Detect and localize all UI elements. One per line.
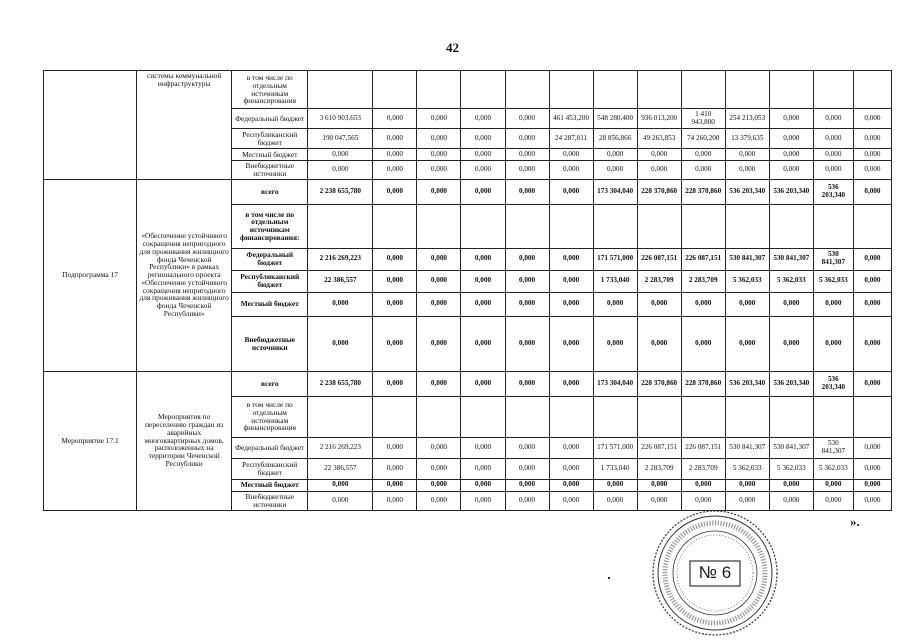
amount-cell: 0,000 [769,109,813,129]
amount-cell: 0,000 [373,316,417,371]
amount-cell: 2 216 269,223 [308,248,373,270]
amount-cell: 0,000 [308,316,373,371]
amount-cell: 0,000 [308,491,373,510]
amount-cell: 0,000 [853,316,891,371]
funding-source-cell: всего [232,179,308,204]
amount-cell: 1 410 943,800 [681,109,725,129]
amount-cell: 0,000 [681,479,725,491]
amount-cell: 0,000 [417,248,461,270]
amount-cell: 536 203,340 [813,371,853,396]
funding-source-cell: Федеральный бюджет [232,437,308,458]
amount-cell: 0,000 [308,479,373,491]
program-name-cell: Подпрограмма 17 [44,179,137,371]
amount-cell: 0,000 [505,109,549,129]
amount-cell: 5 362,033 [769,458,813,479]
amount-cell [373,204,417,248]
amount-cell: 0,000 [461,248,505,270]
amount-cell: 0,000 [637,491,681,510]
amount-cell [308,71,373,109]
amount-cell: 0,000 [373,491,417,510]
amount-cell: 0,000 [373,292,417,316]
amount-cell: 0,000 [637,161,681,180]
page-number: 42 [446,40,459,55]
amount-cell: 0,000 [417,371,461,396]
amount-cell: 0,000 [417,316,461,371]
amount-cell: 0,000 [417,437,461,458]
amount-cell: 2 238 655,780 [308,371,373,396]
amount-cell: 0,000 [461,109,505,129]
funding-source-cell: всего [232,371,308,396]
amount-cell [769,396,813,437]
amount-cell: 0,000 [681,161,725,180]
funding-source-cell: Местный бюджет [232,479,308,491]
amount-cell: 0,000 [505,479,549,491]
amount-cell: 0,000 [593,491,637,510]
amount-cell: 0,000 [725,149,769,161]
amount-cell: 548 280,400 [593,109,637,129]
amount-cell [549,71,593,109]
amount-cell: 0,000 [461,292,505,316]
amount-cell: 0,000 [373,437,417,458]
amount-cell [725,204,769,248]
amount-cell: 0,000 [637,292,681,316]
amount-cell: 0,000 [373,371,417,396]
amount-cell [593,71,637,109]
amount-cell: 2 283,709 [681,458,725,479]
scan-speck [608,577,610,579]
amount-cell: 0,000 [813,109,853,129]
amount-cell [373,396,417,437]
amount-cell: 0,000 [549,292,593,316]
amount-cell: 0,000 [769,292,813,316]
amount-cell: 173 304,040 [593,371,637,396]
amount-cell: 0,000 [853,248,891,270]
amount-cell: 0,000 [373,458,417,479]
amount-cell: 0,000 [853,109,891,129]
amount-cell: 0,000 [813,316,853,371]
amount-cell [417,204,461,248]
amount-cell [725,71,769,109]
amount-cell [505,204,549,248]
amount-cell: 254 213,053 [725,109,769,129]
amount-cell: 0,000 [417,129,461,149]
amount-cell [769,204,813,248]
amount-cell: 0,000 [373,270,417,292]
amount-cell: 0,000 [769,161,813,180]
amount-cell: 0,000 [308,292,373,316]
amount-cell: 0,000 [769,316,813,371]
amount-cell: 0,000 [853,270,891,292]
amount-cell: 0,000 [549,371,593,396]
amount-cell: 0,000 [853,371,891,396]
amount-cell: 171 571,000 [593,248,637,270]
funding-source-cell: Местный бюджет [232,292,308,316]
amount-cell [593,204,637,248]
amount-cell [813,396,853,437]
amount-cell [308,204,373,248]
amount-cell [461,204,505,248]
amount-cell: 0,000 [769,149,813,161]
amount-cell: 0,000 [813,129,853,149]
amount-cell: 0,000 [549,179,593,204]
amount-cell: 0,000 [637,316,681,371]
amount-cell: 0,000 [549,491,593,510]
funding-source-cell: Республиканский бюджет [232,129,308,149]
amount-cell: 0,000 [505,161,549,180]
amount-cell: 226 087,151 [637,248,681,270]
amount-cell: 536 203,340 [725,179,769,204]
funding-source-cell: Федеральный бюджет [232,248,308,270]
amount-cell: 0,000 [505,316,549,371]
amount-cell: 13 379,635 [725,129,769,149]
budget-table [43,70,892,511]
table-row [44,371,892,396]
amount-cell: 0,000 [373,109,417,129]
amount-cell: 0,000 [373,161,417,180]
amount-cell: 0,000 [769,129,813,149]
amount-cell: 0,000 [853,292,891,316]
amount-cell: 0,000 [813,292,853,316]
amount-cell: 0,000 [505,371,549,396]
amount-cell: 0,000 [593,479,637,491]
funding-source-cell: Федеральный бюджет [232,109,308,129]
amount-cell: 0,000 [505,179,549,204]
amount-cell: 5 362,033 [813,458,853,479]
amount-cell: 228 370,860 [681,179,725,204]
amount-cell: 0,000 [461,129,505,149]
amount-cell: 228 370,860 [637,179,681,204]
amount-cell: 0,000 [505,491,549,510]
amount-cell: 0,000 [417,161,461,180]
amount-cell: 0,000 [549,316,593,371]
amount-cell: 2 283,709 [681,270,725,292]
amount-cell: 5 362,033 [725,458,769,479]
amount-cell: 22 386,557 [308,270,373,292]
amount-cell: 0,000 [813,149,853,161]
funding-source-cell: Республиканский бюджет [232,270,308,292]
amount-cell: 0,000 [417,109,461,129]
amount-cell: 0,000 [853,129,891,149]
amount-cell [681,396,725,437]
amount-cell: 530 841,307 [813,437,853,458]
amount-cell: 0,000 [681,292,725,316]
amount-cell: 0,000 [417,149,461,161]
amount-cell [593,396,637,437]
amount-cell: 0,000 [308,149,373,161]
amount-cell: 0,000 [373,179,417,204]
amount-cell: 0,000 [505,292,549,316]
amount-cell [853,204,891,248]
amount-cell: 3 610 903,653 [308,109,373,129]
amount-cell: 0,000 [461,270,505,292]
amount-cell: 0,000 [725,292,769,316]
amount-cell: 74 260,200 [681,129,725,149]
amount-cell: 536 203,340 [725,371,769,396]
amount-cell: 536 203,340 [769,179,813,204]
amount-cell: 49 263,853 [637,129,681,149]
amount-cell [417,71,461,109]
amount-cell [637,396,681,437]
amount-cell: 0,000 [853,458,891,479]
amount-cell: 0,000 [853,149,891,161]
amount-cell: 0,000 [373,149,417,161]
amount-cell: 0,000 [461,179,505,204]
amount-cell: 0,000 [417,479,461,491]
amount-cell: 0,000 [853,161,891,180]
amount-cell: 0,000 [549,248,593,270]
amount-cell: 5 362,033 [813,270,853,292]
amount-cell: 0,000 [813,479,853,491]
amount-cell: 530 841,307 [725,437,769,458]
amount-cell: 0,000 [505,248,549,270]
program-name-cell: Мероприятие 17.1 [44,371,137,510]
seal-number: № 6 [698,563,732,582]
amount-cell [769,71,813,109]
program-description-cell: системы коммунальной инфраструктуры [137,71,232,180]
amount-cell: 936 013,200 [637,109,681,129]
official-seal-stamp [650,508,780,638]
amount-cell: 2 283,709 [637,270,681,292]
amount-cell: 0,000 [813,491,853,510]
amount-cell: 0,000 [461,161,505,180]
program-description-cell: Мероприятия по переселению граждан из аварийных многоквартирных домов, расположенных на территории Чеченской Республики [137,371,232,510]
funding-source-cell: Внебюджетные источники [232,316,308,371]
amount-cell: 0,000 [637,479,681,491]
amount-cell: 0,000 [505,149,549,161]
amount-cell: 2 238 655,780 [308,179,373,204]
amount-cell: 530 841,307 [769,437,813,458]
amount-cell: 0,000 [637,149,681,161]
amount-cell: 0,000 [549,270,593,292]
amount-cell: 0,000 [549,149,593,161]
amount-cell: 0,000 [681,491,725,510]
amount-cell [505,396,549,437]
amount-cell: 0,000 [505,437,549,458]
closing-quote-mark: ». [850,514,860,529]
amount-cell [308,396,373,437]
amount-cell: 0,000 [461,458,505,479]
amount-cell [813,71,853,109]
amount-cell: 0,000 [853,437,891,458]
amount-cell: 228 370,860 [681,371,725,396]
amount-cell: 0,000 [549,458,593,479]
amount-cell: 5 362,033 [725,270,769,292]
amount-cell: 0,000 [417,458,461,479]
program-description-cell: «Обеспечение устойчивого сокращения непригодного для проживания жилищного фонда Чеченской Республики» в рамках регионального проекта «Обеспечение устойчивого сокращения непригодного для проживания жилищного фонда Чеченской Республики» [137,179,232,371]
amount-cell: 2 216 269,223 [308,437,373,458]
amount-cell: 2 283,709 [637,458,681,479]
program-name-cell [44,71,137,180]
amount-cell: 173 304,040 [593,179,637,204]
amount-cell [461,396,505,437]
amount-cell: 0,000 [725,491,769,510]
amount-cell: 536 203,340 [813,179,853,204]
amount-cell: 530 841,307 [769,248,813,270]
amount-cell: 0,000 [417,270,461,292]
amount-cell: 0,000 [505,458,549,479]
amount-cell: 228 370,860 [637,371,681,396]
amount-cell: 0,000 [769,479,813,491]
amount-cell: 0,000 [681,316,725,371]
amount-cell: 22 386,557 [308,458,373,479]
amount-cell: 0,000 [725,316,769,371]
amount-cell: 0,000 [853,179,891,204]
amount-cell: 0,000 [593,292,637,316]
amount-cell: 0,000 [417,491,461,510]
amount-cell [637,71,681,109]
amount-cell: 0,000 [505,270,549,292]
amount-cell: 226 087,151 [637,437,681,458]
amount-cell: 1 733,040 [593,458,637,479]
amount-cell: 0,000 [853,491,891,510]
amount-cell: 226 087,151 [681,437,725,458]
table-row [44,179,892,204]
amount-cell: 0,000 [461,437,505,458]
amount-cell [505,71,549,109]
amount-cell: 530 841,307 [725,248,769,270]
amount-cell: 0,000 [417,179,461,204]
amount-cell [725,396,769,437]
amount-cell [461,71,505,109]
amount-cell: 5 362,033 [769,270,813,292]
funding-source-cell: в том числе по отдельным источникам финансирования [232,71,308,109]
amount-cell: 0,000 [308,161,373,180]
amount-cell: 0,000 [725,479,769,491]
amount-cell [681,71,725,109]
amount-cell [417,396,461,437]
amount-cell [549,396,593,437]
amount-cell: 0,000 [593,149,637,161]
amount-cell: 0,000 [593,316,637,371]
amount-cell: 0,000 [505,129,549,149]
amount-cell: 0,000 [593,161,637,180]
amount-cell: 461 453,200 [549,109,593,129]
amount-cell: 1 733,040 [593,270,637,292]
funding-source-cell: в том числе по отдельным источникам финансирования: [232,204,308,248]
amount-cell: 0,000 [373,129,417,149]
amount-cell: 0,000 [461,149,505,161]
amount-cell [853,396,891,437]
amount-cell [637,204,681,248]
amount-cell: 0,000 [461,316,505,371]
amount-cell: 0,000 [373,248,417,270]
funding-source-cell: в том числе по отдельным источникам финансирования [232,396,308,437]
amount-cell [813,204,853,248]
amount-cell: 0,000 [549,437,593,458]
amount-cell [549,204,593,248]
amount-cell: 0,000 [461,491,505,510]
amount-cell: 28 856,866 [593,129,637,149]
amount-cell: 0,000 [461,479,505,491]
amount-cell: 171 571,000 [593,437,637,458]
amount-cell: 190 047,565 [308,129,373,149]
funding-source-cell: Внебюджетные источники [232,491,308,510]
amount-cell: 0,000 [461,371,505,396]
amount-cell: 530 841,307 [813,248,853,270]
amount-cell [853,71,891,109]
amount-cell: 24 287,011 [549,129,593,149]
amount-cell: 0,000 [681,149,725,161]
amount-cell: 0,000 [813,161,853,180]
amount-cell: 0,000 [549,479,593,491]
amount-cell: 0,000 [417,292,461,316]
funding-source-cell: Местный бюджет [232,149,308,161]
amount-cell: 536 203,340 [769,371,813,396]
table-row [44,71,892,109]
amount-cell: 0,000 [769,491,813,510]
amount-cell: 0,000 [549,161,593,180]
amount-cell [681,204,725,248]
funding-source-cell: Республиканский бюджет [232,458,308,479]
amount-cell: 226 087,151 [681,248,725,270]
amount-cell: 0,000 [373,479,417,491]
funding-source-cell: Внебюджетные источники [232,161,308,180]
amount-cell: 0,000 [853,479,891,491]
amount-cell: 0,000 [725,161,769,180]
amount-cell [373,71,417,109]
